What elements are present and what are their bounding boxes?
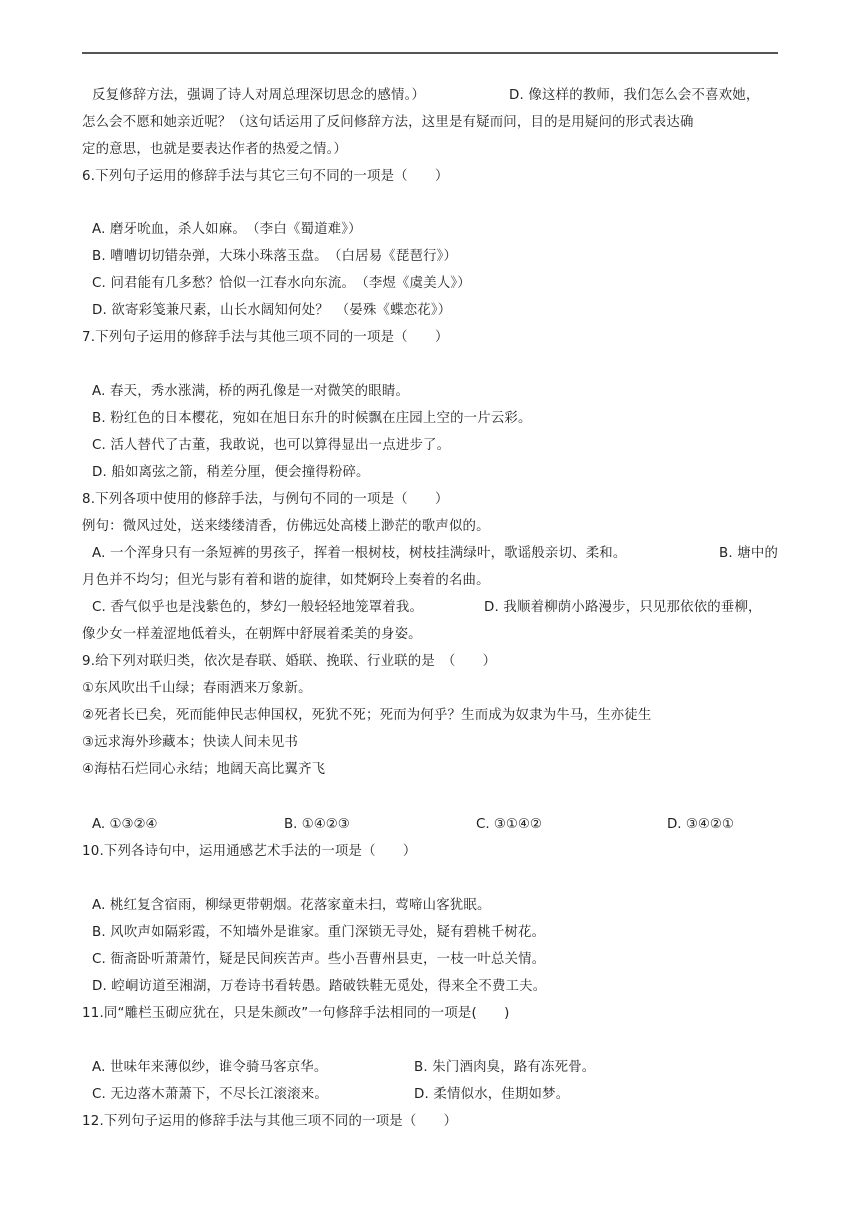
- q8-stem: 8.下列各项中使用的修辞手法，与例句不同的一项是（ ）: [82, 492, 449, 507]
- q7-stem: 7.下列句子运用的修辞手法与其他三项不同的一项是（ ）: [82, 330, 449, 345]
- q10-option-b: B. 风吹声如隔彩霞，不知墙外是谁家。重门深锁无寻处，疑有碧桃千树花。: [92, 925, 546, 940]
- q10-stem: 10.下列各诗句中，运用通感艺术手法的一项是（ ）: [82, 844, 417, 859]
- q9-couplet-3: ③远求海外珍藏本；快读人间未见书: [82, 735, 299, 750]
- q9-couplet-1: ①东风吹出千山绿；春雨洒来万象新。: [82, 681, 312, 696]
- q9-couplet-2: ②死者长已矣，死而能伸民志伸国权，死犹不死；死而为何乎？生而成为奴隶为牛马，生亦徒生: [82, 708, 652, 723]
- q7-option-d: D. 船如离弦之箭，稍差分厘，便会撞得粉碎。: [92, 465, 370, 480]
- q5-tail-line: 反复修辞方法，强调了诗人对周总理深切思念的感情。）: [92, 88, 426, 103]
- q5-tail-line: 定的意思，也就是要表达作者的热爱之情。）: [82, 142, 348, 157]
- q5-tail-line: 怎么会不愿和她亲近呢？（这句话运用了反问修辞方法，这里是有疑而问，目的是用疑问的形式表达确: [82, 115, 694, 130]
- q11-option-a: A. 世味年来薄似纱，谁令骑马客京华。: [92, 1060, 328, 1075]
- q8-option-c: C. 香气似乎也是浅紫色的，梦幻一般轻轻地笼罩着我。: [92, 600, 424, 615]
- q6-stem: 6.下列句子运用的修辞手法与其它三句不同的一项是（ ）: [82, 169, 449, 184]
- q6-option-b: B. 嘈嘈切切错杂弹，大珠小珠落玉盘。 （白居易《琵琶行》）: [92, 249, 458, 264]
- q9-stem: 9.给下列对联归类，依次是春联、婚联、挽联、行业联的是 （ ）: [82, 654, 497, 669]
- q11-option-b: B. 朱门酒肉臭，路有冻死骨。: [414, 1060, 596, 1075]
- q8-option-a: A. 一个浑身只有一条短裤的男孩子，挥着一根树枝，树枝挂满绿叶，歌谣般亲切、柔和。: [92, 546, 627, 561]
- q10-option-d: D. 崆峒访道至湘湖，万卷诗书看转愚。踏破铁鞋无觅处，得来全不费工夫。: [92, 979, 547, 994]
- q8-option-d-cont: 像少女一样羞涩地低着头，在朝辉中舒展着柔美的身姿。: [82, 627, 422, 642]
- q7-option-b: B. 粉红色的日本樱花，宛如在旭日东升的时候飘在庄园上空的一片云彩。: [92, 411, 532, 426]
- q5-option-d: D. 像这样的教师，我们怎么会不喜欢她，: [509, 88, 760, 103]
- header-rule: [82, 52, 778, 54]
- q8-option-d: D. 我顺着柳荫小路漫步，只见那依依的垂柳，: [484, 600, 762, 615]
- q7-option-c: C. 活人替代了古董，我敢说，也可以算得显出一点进步了。: [92, 438, 451, 453]
- q11-option-d: D. 柔情似水，佳期如梦。: [414, 1087, 570, 1102]
- q10-option-a: A. 桃红复含宿雨，柳绿更带朝烟。花落家童未扫，莺啼山客犹眠。: [92, 898, 491, 913]
- q12-stem: 12.下列句子运用的修辞手法与其他三项不同的一项是（ ）: [82, 1114, 458, 1129]
- q9-couplet-4: ④海枯石烂同心永结；地阔天高比翼齐飞: [82, 762, 326, 777]
- q6-option-c: C. 问君能有几多愁？恰似一江春水向东流。 （李煜《虞美人》）: [92, 276, 471, 291]
- q11-option-c: C. 无边落木萧萧下，不尽长江滚滚来。: [92, 1087, 328, 1102]
- q6-option-d: D. 欲寄彩笺兼尺素，山长水阔知何处？ （晏殊《蝶恋花》）: [92, 303, 452, 318]
- q7-option-a: A. 春天，秀水涨满，桥的两孔像是一对微笑的眼睛。: [92, 384, 410, 399]
- q9-option-a: A. ①③②④: [92, 817, 158, 832]
- q8-option-b-cont: 月色并不均匀；但光与影有着和谐的旋律，如梵婀玲上奏着的名曲。: [82, 573, 490, 588]
- q9-option-c: C. ③①④②: [476, 817, 542, 832]
- q11-stem: 11.同“雕栏玉砌应犹在，只是朱颜改”一句修辞手法相同的一项是( ): [82, 1006, 510, 1021]
- q8-example: 例句：微风过处，送来缕缕清香，仿佛远处高楼上渺茫的歌声似的。: [82, 519, 490, 534]
- q6-option-a: A. 磨牙吮血，杀人如麻。 （李白《蜀道难》）: [92, 222, 362, 237]
- q8-option-b: B. 塘中的: [719, 546, 779, 561]
- q9-option-d: D. ③④②①: [667, 817, 734, 832]
- q10-option-c: C. 衙斋卧听萧萧竹，疑是民间疾苦声。些小吾曹州县吏，一枝一叶总关情。: [92, 952, 546, 967]
- q9-option-b: B. ①④②③: [284, 817, 350, 832]
